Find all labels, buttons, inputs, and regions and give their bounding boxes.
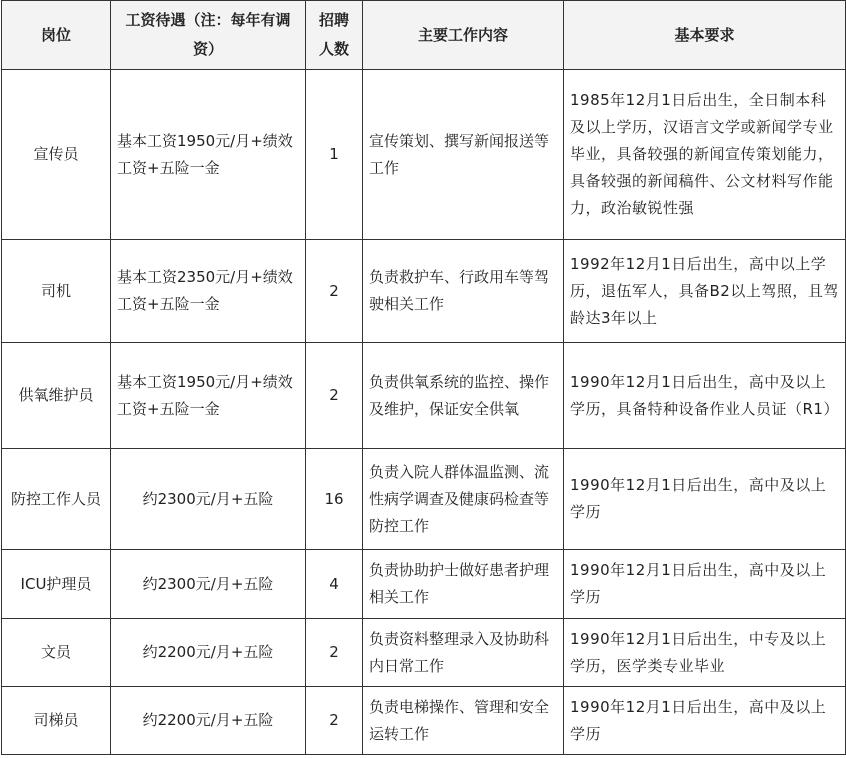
header-salary: 工资待遇（注：每年有调资）: [111, 1, 306, 70]
cell-count: 1: [306, 70, 363, 240]
cell-position: 文员: [2, 619, 111, 687]
cell-duties: 负责供氧系统的监控、操作及维护，保证安全供氧: [363, 343, 564, 449]
cell-salary: 基本工资2350元/月+绩效工资+五险一金: [111, 240, 306, 343]
cell-salary: 约2300元/月+五险: [111, 550, 306, 619]
cell-position: 司机: [2, 240, 111, 343]
cell-position: ICU护理员: [2, 550, 111, 619]
cell-count: 2: [306, 240, 363, 343]
cell-salary: 约2200元/月+五险: [111, 687, 306, 755]
cell-position: 防控工作人员: [2, 449, 111, 550]
header-position: 岗位: [2, 1, 111, 70]
cell-position: 供氧维护员: [2, 343, 111, 449]
cell-requirements: 1990年12月1日后出生，高中及以上学历: [564, 449, 846, 550]
cell-duties: 负责资料整理录入及协助科内日常工作: [363, 619, 564, 687]
cell-count: 2: [306, 619, 363, 687]
table-row: [2, 240, 846, 343]
cell-count: 2: [306, 687, 363, 755]
cell-duties: 负责协助护士做好患者护理相关工作: [363, 550, 564, 619]
table-row: [2, 619, 846, 687]
table-row: [2, 70, 846, 240]
header-duties: 主要工作内容: [363, 1, 564, 70]
cell-count: 16: [306, 449, 363, 550]
cell-salary: 约2200元/月+五险: [111, 619, 306, 687]
table-header-row: [2, 1, 846, 70]
cell-duties: 负责救护车、行政用车等驾驶相关工作: [363, 240, 564, 343]
cell-position: 宣传员: [2, 70, 111, 240]
cell-requirements: 1990年12月1日后出生，高中及以上学历: [564, 687, 846, 755]
cell-duties: 宣传策划、撰写新闻报送等工作: [363, 70, 564, 240]
cell-requirements: 1985年12月1日后出生，全日制本科及以上学历，汉语言文学或新闻学专业毕业，具备较强的新闻宣传策划能力，具备较强的新闻稿件、公文材料写作能力，政治敏锐性强: [564, 70, 846, 240]
cell-salary: 约2300元/月+五险: [111, 449, 306, 550]
cell-requirements: 1990年12月1日后出生，中专及以上学历，医学类专业毕业: [564, 619, 846, 687]
cell-duties: 负责电梯操作、管理和安全运转工作: [363, 687, 564, 755]
recruitment-table: [1, 0, 846, 755]
cell-count: 4: [306, 550, 363, 619]
table-row: [2, 343, 846, 449]
table-row: [2, 687, 846, 755]
cell-requirements: 1992年12月1日后出生，高中以上学历，退伍军人，具备B2以上驾照，且驾龄达3年以上: [564, 240, 846, 343]
cell-position: 司梯员: [2, 687, 111, 755]
cell-salary: 基本工资1950元/月+绩效工资+五险一金: [111, 343, 306, 449]
table-row: [2, 550, 846, 619]
cell-requirements: 1990年12月1日后出生，高中及以上学历，具备特种设备作业人员证（R1）: [564, 343, 846, 449]
header-count: 招聘人数: [306, 1, 363, 70]
cell-duties: 负责入院人群体温监测、流性病学调查及健康码检查等防控工作: [363, 449, 564, 550]
cell-count: 2: [306, 343, 363, 449]
header-requirements: 基本要求: [564, 1, 846, 70]
cell-requirements: 1990年12月1日后出生，高中及以上学历: [564, 550, 846, 619]
table-row: [2, 449, 846, 550]
cell-salary: 基本工资1950元/月+绩效工资+五险一金: [111, 70, 306, 240]
